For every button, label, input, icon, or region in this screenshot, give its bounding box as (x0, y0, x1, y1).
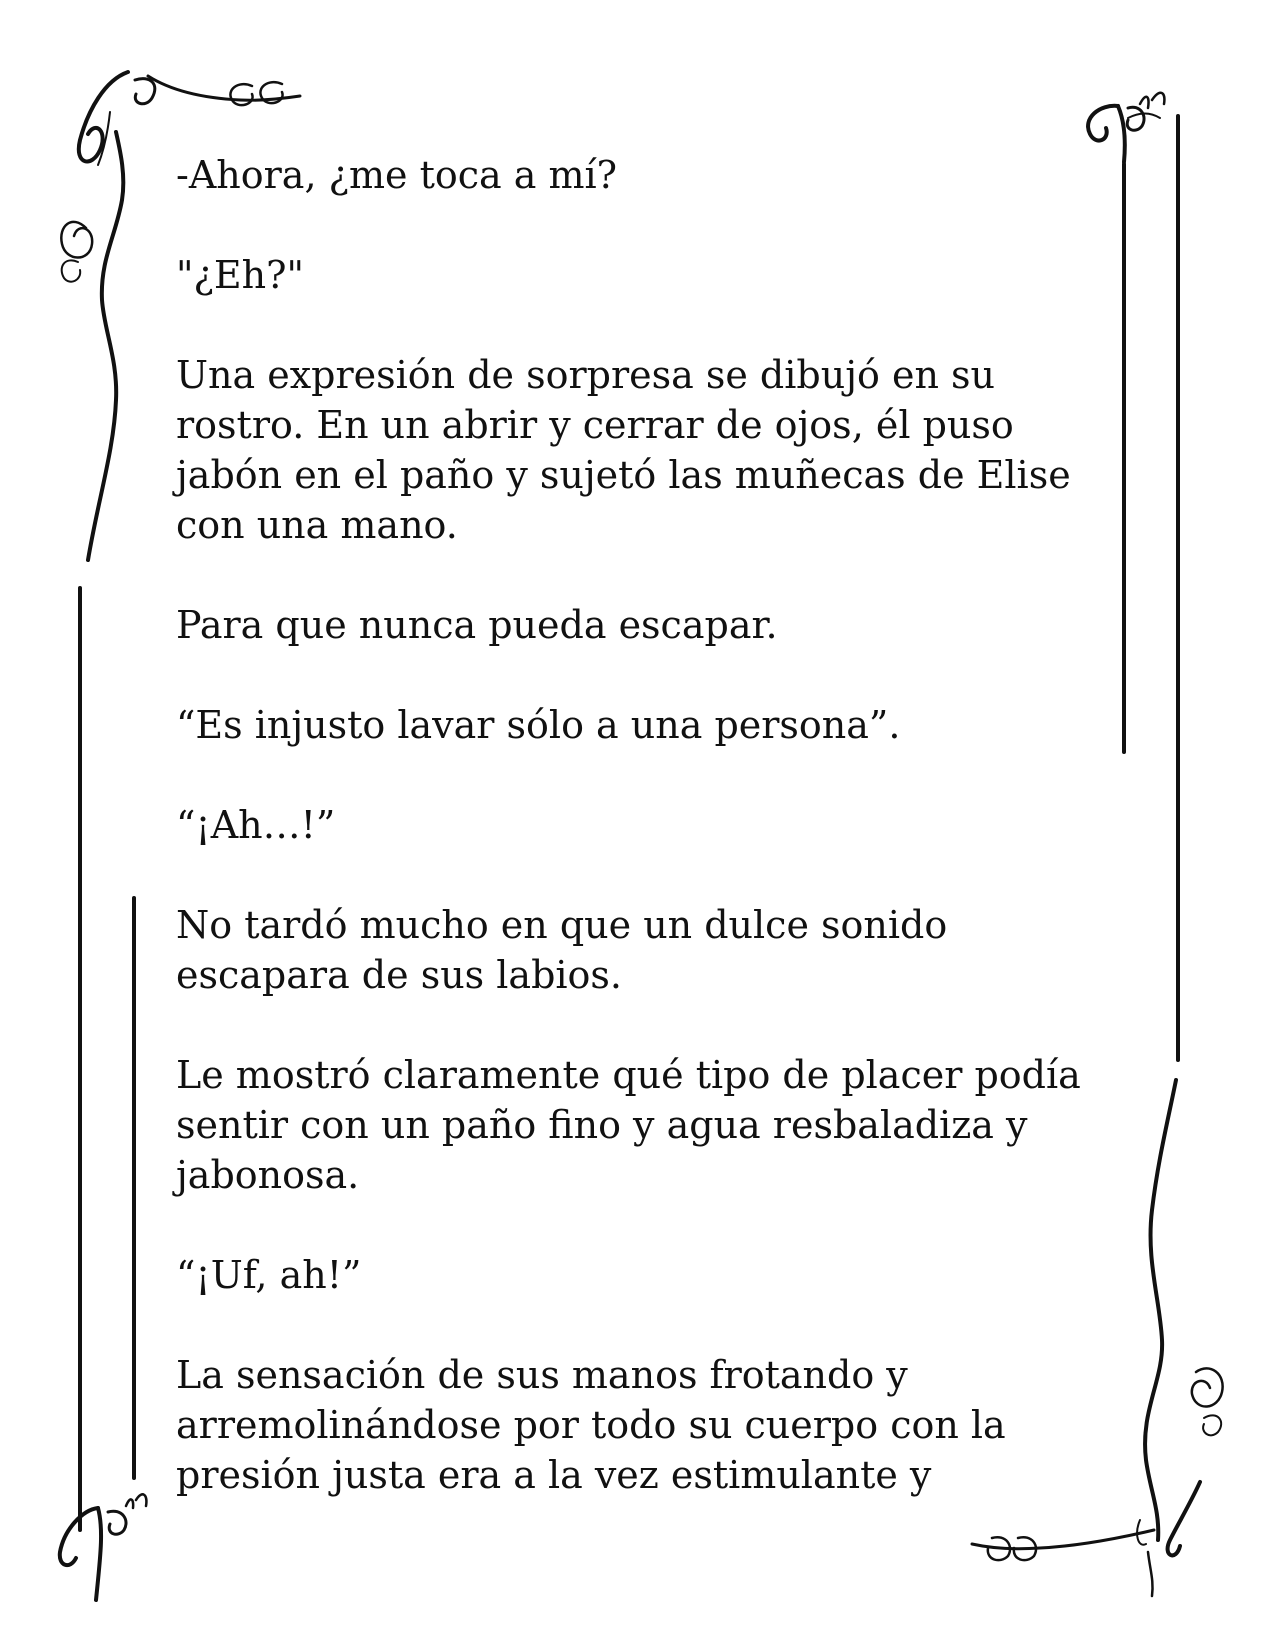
paragraph-8: Le mostró claramente qué tipo de placer podía sentir con un paño fino y agua resbaladiza y jabonosa. (176, 1053, 1081, 1197)
paragraph-6: “¡Ah…!” (176, 803, 336, 847)
paragraph-1: -Ahora, ¿me toca a mí? (176, 153, 618, 197)
paragraph-7: No tardó mucho en que un dulce sonido escapara de sus labios. (176, 903, 948, 997)
paragraph-9: “¡Uf, ah!” (176, 1253, 362, 1297)
flourish-top-right-ornament (1088, 93, 1164, 162)
paragraph-5: “Es injusto lavar sólo a una persona”. (176, 703, 901, 747)
paragraph-3: Una expresión de sorpresa se dibujó en su rostro. En un abrir y cerrar de ojos, él puso jabón en el paño y sujetó las muñecas de Elise con una mano. (176, 353, 1071, 547)
paragraph-4: Para que nunca pueda escapar. (176, 603, 778, 647)
paragraph-2: "¿Eh?" (176, 253, 304, 297)
story-text (176, 150, 1096, 1500)
paragraph-10: La sensación de sus manos frotando y arremolinándose por todo su cuerpo con la presión justa era a la vez estimulante y (176, 1353, 1006, 1497)
flourish-bottom-left-ornament (60, 1494, 147, 1600)
